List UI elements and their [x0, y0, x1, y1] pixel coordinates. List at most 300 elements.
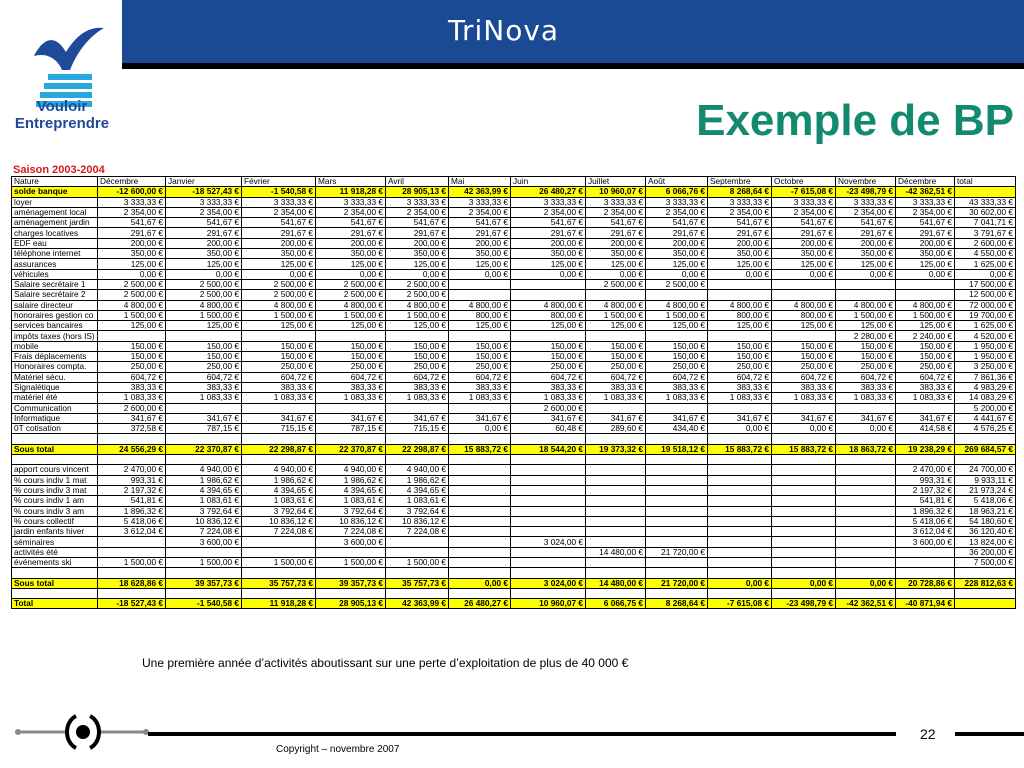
- value-cell: [896, 279, 955, 289]
- value-cell: 150,00 €: [98, 352, 166, 362]
- value-cell: 291,67 €: [646, 228, 708, 238]
- value-cell: 434,40 €: [646, 424, 708, 434]
- table-header-row: [12, 177, 1016, 187]
- table-row: [12, 527, 1016, 537]
- value-cell: -1 540,58 €: [166, 599, 242, 609]
- value-cell: 4 940,00 €: [386, 465, 449, 475]
- value-cell: 150,00 €: [836, 352, 896, 362]
- value-cell: 0,00 €: [586, 269, 646, 279]
- value-cell: 3 024,00 €: [511, 537, 586, 547]
- value-cell: [772, 403, 836, 413]
- value-cell: 383,33 €: [316, 382, 386, 392]
- value-cell: 4 800,00 €: [836, 300, 896, 310]
- value-cell: 60,48 €: [511, 424, 586, 434]
- value-cell: 7 224,08 €: [242, 527, 316, 537]
- value-cell: 250,00 €: [772, 362, 836, 372]
- value-cell: 0,00 €: [708, 424, 772, 434]
- value-cell: 1 083,61 €: [166, 496, 242, 506]
- value-cell: 0,00 €: [386, 269, 449, 279]
- value-cell: 10 836,12 €: [242, 516, 316, 526]
- value-cell: 7 041,71 €: [955, 218, 1016, 228]
- table-row: [12, 475, 1016, 485]
- value-cell: 3 333,33 €: [316, 197, 386, 207]
- value-cell: [708, 547, 772, 557]
- value-cell: 4 800,00 €: [316, 300, 386, 310]
- value-cell: 3 791,67 €: [955, 228, 1016, 238]
- value-cell: 3 333,33 €: [646, 197, 708, 207]
- value-cell: 291,67 €: [98, 228, 166, 238]
- value-cell: 125,00 €: [242, 321, 316, 331]
- value-cell: [386, 331, 449, 341]
- value-cell: Décembre: [896, 177, 955, 187]
- value-cell: 22 370,87 €: [316, 444, 386, 454]
- value-cell: 1 896,32 €: [896, 506, 955, 516]
- value-cell: 350,00 €: [646, 249, 708, 259]
- value-cell: 2 500,00 €: [166, 279, 242, 289]
- value-cell: [772, 568, 836, 578]
- value-cell: [646, 527, 708, 537]
- value-cell: [955, 187, 1016, 197]
- table-row: [12, 455, 1016, 465]
- value-cell: 350,00 €: [836, 249, 896, 259]
- value-cell: Février: [242, 177, 316, 187]
- value-cell: 7 224,08 €: [166, 527, 242, 537]
- value-cell: 541,67 €: [449, 218, 511, 228]
- value-cell: [772, 496, 836, 506]
- value-cell: [646, 485, 708, 495]
- row-label-cell: % cours indiv 1 am: [12, 496, 98, 506]
- value-cell: [836, 475, 896, 485]
- row-label-cell: assurances: [12, 259, 98, 269]
- value-cell: [646, 403, 708, 413]
- table-row: [12, 352, 1016, 362]
- value-cell: [896, 547, 955, 557]
- value-cell: 291,67 €: [896, 228, 955, 238]
- value-cell: 6 066,76 €: [646, 187, 708, 197]
- value-cell: [586, 506, 646, 516]
- table-row: [12, 547, 1016, 557]
- value-cell: 20 728,86 €: [896, 578, 955, 588]
- value-cell: Septembre: [708, 177, 772, 187]
- value-cell: [98, 568, 166, 578]
- value-cell: 18 963,21 €: [955, 506, 1016, 516]
- value-cell: -1 540,58 €: [242, 187, 316, 197]
- value-cell: 541,67 €: [708, 218, 772, 228]
- value-cell: [772, 485, 836, 495]
- value-cell: [586, 403, 646, 413]
- value-cell: 125,00 €: [708, 259, 772, 269]
- value-cell: [511, 588, 586, 598]
- value-cell: 291,67 €: [586, 228, 646, 238]
- value-cell: [708, 496, 772, 506]
- value-cell: 26 480,27 €: [449, 599, 511, 609]
- value-cell: [836, 279, 896, 289]
- value-cell: 150,00 €: [708, 352, 772, 362]
- value-cell: 383,33 €: [386, 382, 449, 392]
- value-cell: [772, 455, 836, 465]
- value-cell: [646, 434, 708, 444]
- table-row: [12, 207, 1016, 217]
- value-cell: [511, 496, 586, 506]
- logo-text: [4, 98, 120, 132]
- value-cell: [836, 557, 896, 567]
- value-cell: [449, 557, 511, 567]
- value-cell: [98, 537, 166, 547]
- row-label-cell: événements ski: [12, 557, 98, 567]
- header-rule: [122, 63, 1024, 69]
- value-cell: 269 684,57 €: [955, 444, 1016, 454]
- value-cell: 341,67 €: [386, 413, 449, 423]
- value-cell: [708, 537, 772, 547]
- value-cell: [586, 568, 646, 578]
- value-cell: 42 363,99 €: [449, 187, 511, 197]
- value-cell: 1 500,00 €: [646, 310, 708, 320]
- value-cell: 150,00 €: [449, 352, 511, 362]
- value-cell: 4 520,00 €: [955, 331, 1016, 341]
- value-cell: [836, 568, 896, 578]
- value-cell: 604,72 €: [896, 372, 955, 382]
- value-cell: 125,00 €: [511, 259, 586, 269]
- value-cell: 3 333,33 €: [166, 197, 242, 207]
- value-cell: [646, 557, 708, 567]
- value-cell: 291,67 €: [511, 228, 586, 238]
- value-cell: [708, 506, 772, 516]
- value-cell: 2 280,00 €: [836, 331, 896, 341]
- table-row: [12, 506, 1016, 516]
- value-cell: [316, 568, 386, 578]
- value-cell: 2 500,00 €: [242, 290, 316, 300]
- value-cell: Juillet: [586, 177, 646, 187]
- value-cell: 10 836,12 €: [316, 516, 386, 526]
- value-cell: 200,00 €: [586, 238, 646, 248]
- value-cell: 1 950,00 €: [955, 352, 1016, 362]
- value-cell: Novembre: [836, 177, 896, 187]
- value-cell: 0,00 €: [836, 269, 896, 279]
- value-cell: 125,00 €: [708, 321, 772, 331]
- value-cell: 250,00 €: [511, 362, 586, 372]
- business-plan-table: [11, 176, 1016, 609]
- value-cell: [98, 547, 166, 557]
- value-cell: [511, 290, 586, 300]
- value-cell: [836, 516, 896, 526]
- value-cell: 2 500,00 €: [98, 290, 166, 300]
- row-label-cell: séminaires: [12, 537, 98, 547]
- value-cell: 250,00 €: [166, 362, 242, 372]
- value-cell: 341,67 €: [98, 413, 166, 423]
- value-cell: [316, 455, 386, 465]
- value-cell: 604,72 €: [586, 372, 646, 382]
- value-cell: [586, 537, 646, 547]
- value-cell: [242, 331, 316, 341]
- value-cell: 350,00 €: [386, 249, 449, 259]
- value-cell: 2 354,00 €: [772, 207, 836, 217]
- value-cell: 36 200,00 €: [955, 547, 1016, 557]
- value-cell: 383,33 €: [836, 382, 896, 392]
- value-cell: 2 354,00 €: [646, 207, 708, 217]
- value-cell: 125,00 €: [316, 259, 386, 269]
- value-cell: 541,67 €: [386, 218, 449, 228]
- value-cell: 541,67 €: [896, 218, 955, 228]
- value-cell: 0,00 €: [772, 424, 836, 434]
- value-cell: 125,00 €: [896, 321, 955, 331]
- value-cell: 341,67 €: [646, 413, 708, 423]
- value-cell: 291,67 €: [166, 228, 242, 238]
- table-row: [12, 218, 1016, 228]
- value-cell: 2 240,00 €: [896, 331, 955, 341]
- value-cell: Mars: [316, 177, 386, 187]
- value-cell: 0,00 €: [98, 269, 166, 279]
- value-cell: 0,00 €: [646, 269, 708, 279]
- value-cell: 2 500,00 €: [242, 279, 316, 289]
- value-cell: 4 800,00 €: [242, 300, 316, 310]
- value-cell: 125,00 €: [511, 321, 586, 331]
- value-cell: 2 354,00 €: [242, 207, 316, 217]
- value-cell: [449, 290, 511, 300]
- value-cell: 15 883,72 €: [772, 444, 836, 454]
- table-row: [12, 599, 1016, 609]
- page-number: 22: [920, 726, 936, 742]
- value-cell: 7 224,08 €: [386, 527, 449, 537]
- value-cell: 2 354,00 €: [836, 207, 896, 217]
- value-cell: 289,60 €: [586, 424, 646, 434]
- value-cell: 4 800,00 €: [166, 300, 242, 310]
- value-cell: 125,00 €: [836, 259, 896, 269]
- row-label-cell: apport cours vincent: [12, 465, 98, 475]
- row-label-cell: services bancaires: [12, 321, 98, 331]
- value-cell: [708, 290, 772, 300]
- row-label-cell: Communication: [12, 403, 98, 413]
- value-cell: 150,00 €: [772, 341, 836, 351]
- value-cell: 250,00 €: [896, 362, 955, 372]
- value-cell: 14 480,00 €: [586, 578, 646, 588]
- value-cell: 4 394,65 €: [316, 485, 386, 495]
- row-label-cell: Sous total: [12, 578, 98, 588]
- value-cell: [449, 455, 511, 465]
- value-cell: 0,00 €: [449, 424, 511, 434]
- value-cell: 1 500,00 €: [242, 557, 316, 567]
- value-cell: [836, 290, 896, 300]
- value-cell: 3 333,33 €: [242, 197, 316, 207]
- value-cell: 1 083,33 €: [646, 393, 708, 403]
- value-cell: [836, 403, 896, 413]
- value-cell: 10 960,07 €: [586, 187, 646, 197]
- value-cell: -7 615,08 €: [772, 187, 836, 197]
- row-label-cell: Informatique: [12, 413, 98, 423]
- value-cell: 125,00 €: [896, 259, 955, 269]
- table-row: [12, 341, 1016, 351]
- value-cell: [449, 331, 511, 341]
- value-cell: 0,00 €: [708, 578, 772, 588]
- table-row: [12, 279, 1016, 289]
- table-row: [12, 372, 1016, 382]
- row-label-cell: % cours indiv 3 mat: [12, 485, 98, 495]
- value-cell: [242, 455, 316, 465]
- value-cell: [98, 588, 166, 598]
- value-cell: [836, 455, 896, 465]
- value-cell: 2 354,00 €: [708, 207, 772, 217]
- row-label-cell: [12, 455, 98, 465]
- value-cell: 1 083,61 €: [316, 496, 386, 506]
- value-cell: [772, 465, 836, 475]
- value-cell: 4 394,65 €: [386, 485, 449, 495]
- value-cell: -23 498,79 €: [772, 599, 836, 609]
- value-cell: 3 333,33 €: [772, 197, 836, 207]
- value-cell: 1 950,00 €: [955, 341, 1016, 351]
- value-cell: 1 083,33 €: [449, 393, 511, 403]
- value-cell: [586, 527, 646, 537]
- value-cell: 3 333,33 €: [836, 197, 896, 207]
- value-cell: 3 600,00 €: [166, 537, 242, 547]
- table-row: [12, 197, 1016, 207]
- value-cell: [708, 434, 772, 444]
- value-cell: [896, 290, 955, 300]
- value-cell: 4 441,67 €: [955, 413, 1016, 423]
- value-cell: 200,00 €: [386, 238, 449, 248]
- value-cell: 5 418,06 €: [955, 496, 1016, 506]
- value-cell: [242, 403, 316, 413]
- value-cell: 604,72 €: [511, 372, 586, 382]
- value-cell: 2 354,00 €: [386, 207, 449, 217]
- table-row: [12, 434, 1016, 444]
- value-cell: 8 268,64 €: [646, 599, 708, 609]
- table-row: [12, 249, 1016, 259]
- value-cell: 291,67 €: [316, 228, 386, 238]
- value-cell: 125,00 €: [772, 321, 836, 331]
- value-cell: 604,72 €: [316, 372, 386, 382]
- value-cell: 414,58 €: [896, 424, 955, 434]
- value-cell: [586, 290, 646, 300]
- value-cell: 0,00 €: [772, 578, 836, 588]
- value-cell: 291,67 €: [449, 228, 511, 238]
- row-label-cell: % cours collectif: [12, 516, 98, 526]
- value-cell: 541,81 €: [896, 496, 955, 506]
- value-cell: 125,00 €: [449, 321, 511, 331]
- value-cell: 341,67 €: [836, 413, 896, 423]
- value-cell: 3 792,64 €: [242, 506, 316, 516]
- table-row: [12, 393, 1016, 403]
- value-cell: 42 363,99 €: [386, 599, 449, 609]
- value-cell: 2 600,00 €: [98, 403, 166, 413]
- value-cell: [242, 568, 316, 578]
- value-cell: [242, 537, 316, 547]
- value-cell: [772, 475, 836, 485]
- value-cell: 250,00 €: [316, 362, 386, 372]
- row-label-cell: loyer: [12, 197, 98, 207]
- value-cell: 250,00 €: [836, 362, 896, 372]
- row-label-cell: salaire directeur: [12, 300, 98, 310]
- value-cell: 383,33 €: [166, 382, 242, 392]
- value-cell: [646, 537, 708, 547]
- value-cell: [511, 506, 586, 516]
- value-cell: [708, 516, 772, 526]
- value-cell: 2 354,00 €: [896, 207, 955, 217]
- value-cell: [708, 475, 772, 485]
- value-cell: 125,00 €: [98, 321, 166, 331]
- trinova-eye-icon: [14, 710, 149, 754]
- table-row: [12, 362, 1016, 372]
- value-cell: 350,00 €: [166, 249, 242, 259]
- value-cell: [386, 403, 449, 413]
- value-cell: [708, 465, 772, 475]
- value-cell: [646, 506, 708, 516]
- value-cell: 2 197,32 €: [896, 485, 955, 495]
- value-cell: 1 500,00 €: [316, 557, 386, 567]
- value-cell: 350,00 €: [708, 249, 772, 259]
- value-cell: [836, 537, 896, 547]
- value-cell: [511, 475, 586, 485]
- value-cell: 2 470,00 €: [98, 465, 166, 475]
- value-cell: [316, 547, 386, 557]
- value-cell: 541,67 €: [98, 218, 166, 228]
- value-cell: [386, 588, 449, 598]
- brand-name: TriNova: [448, 14, 560, 47]
- value-cell: 10 836,12 €: [386, 516, 449, 526]
- value-cell: 250,00 €: [449, 362, 511, 372]
- value-cell: 250,00 €: [646, 362, 708, 372]
- value-cell: 4 800,00 €: [449, 300, 511, 310]
- value-cell: 2 354,00 €: [511, 207, 586, 217]
- value-cell: [708, 527, 772, 537]
- value-cell: [836, 506, 896, 516]
- value-cell: 1 500,00 €: [98, 310, 166, 320]
- value-cell: 2 500,00 €: [98, 279, 166, 289]
- value-cell: 1 500,00 €: [166, 557, 242, 567]
- value-cell: 26 480,27 €: [511, 187, 586, 197]
- value-cell: [772, 331, 836, 341]
- value-cell: 150,00 €: [511, 352, 586, 362]
- value-cell: 150,00 €: [316, 341, 386, 351]
- value-cell: 541,67 €: [586, 218, 646, 228]
- value-cell: 8 268,64 €: [708, 187, 772, 197]
- row-label-cell: [12, 434, 98, 444]
- value-cell: 150,00 €: [586, 352, 646, 362]
- value-cell: 1 083,33 €: [836, 393, 896, 403]
- value-cell: [449, 547, 511, 557]
- value-cell: [449, 465, 511, 475]
- table-row: [12, 187, 1016, 197]
- value-cell: 1 083,33 €: [98, 393, 166, 403]
- season-label: Saison 2003-2004: [13, 164, 105, 176]
- value-cell: [449, 568, 511, 578]
- copyright-text: Copyright – novembre 2007: [276, 744, 400, 755]
- value-cell: 291,67 €: [242, 228, 316, 238]
- value-cell: 3 600,00 €: [316, 537, 386, 547]
- value-cell: 19 700,00 €: [955, 310, 1016, 320]
- value-cell: 150,00 €: [386, 352, 449, 362]
- value-cell: 3 333,33 €: [449, 197, 511, 207]
- value-cell: [166, 547, 242, 557]
- value-cell: [586, 434, 646, 444]
- value-cell: 200,00 €: [242, 238, 316, 248]
- value-cell: 341,67 €: [708, 413, 772, 423]
- value-cell: 14 083,29 €: [955, 393, 1016, 403]
- value-cell: 372,58 €: [98, 424, 166, 434]
- value-cell: [896, 455, 955, 465]
- value-cell: Juin: [511, 177, 586, 187]
- value-cell: [646, 475, 708, 485]
- value-cell: [955, 568, 1016, 578]
- value-cell: 1 500,00 €: [316, 310, 386, 320]
- footer-rule-right: [955, 732, 1024, 736]
- value-cell: 541,67 €: [242, 218, 316, 228]
- value-cell: 5 200,00 €: [955, 403, 1016, 413]
- row-label-cell: véhicules: [12, 269, 98, 279]
- row-label-cell: Salaire secrétaire 1: [12, 279, 98, 289]
- value-cell: [708, 485, 772, 495]
- value-cell: [955, 588, 1016, 598]
- value-cell: 341,67 €: [772, 413, 836, 423]
- value-cell: [166, 403, 242, 413]
